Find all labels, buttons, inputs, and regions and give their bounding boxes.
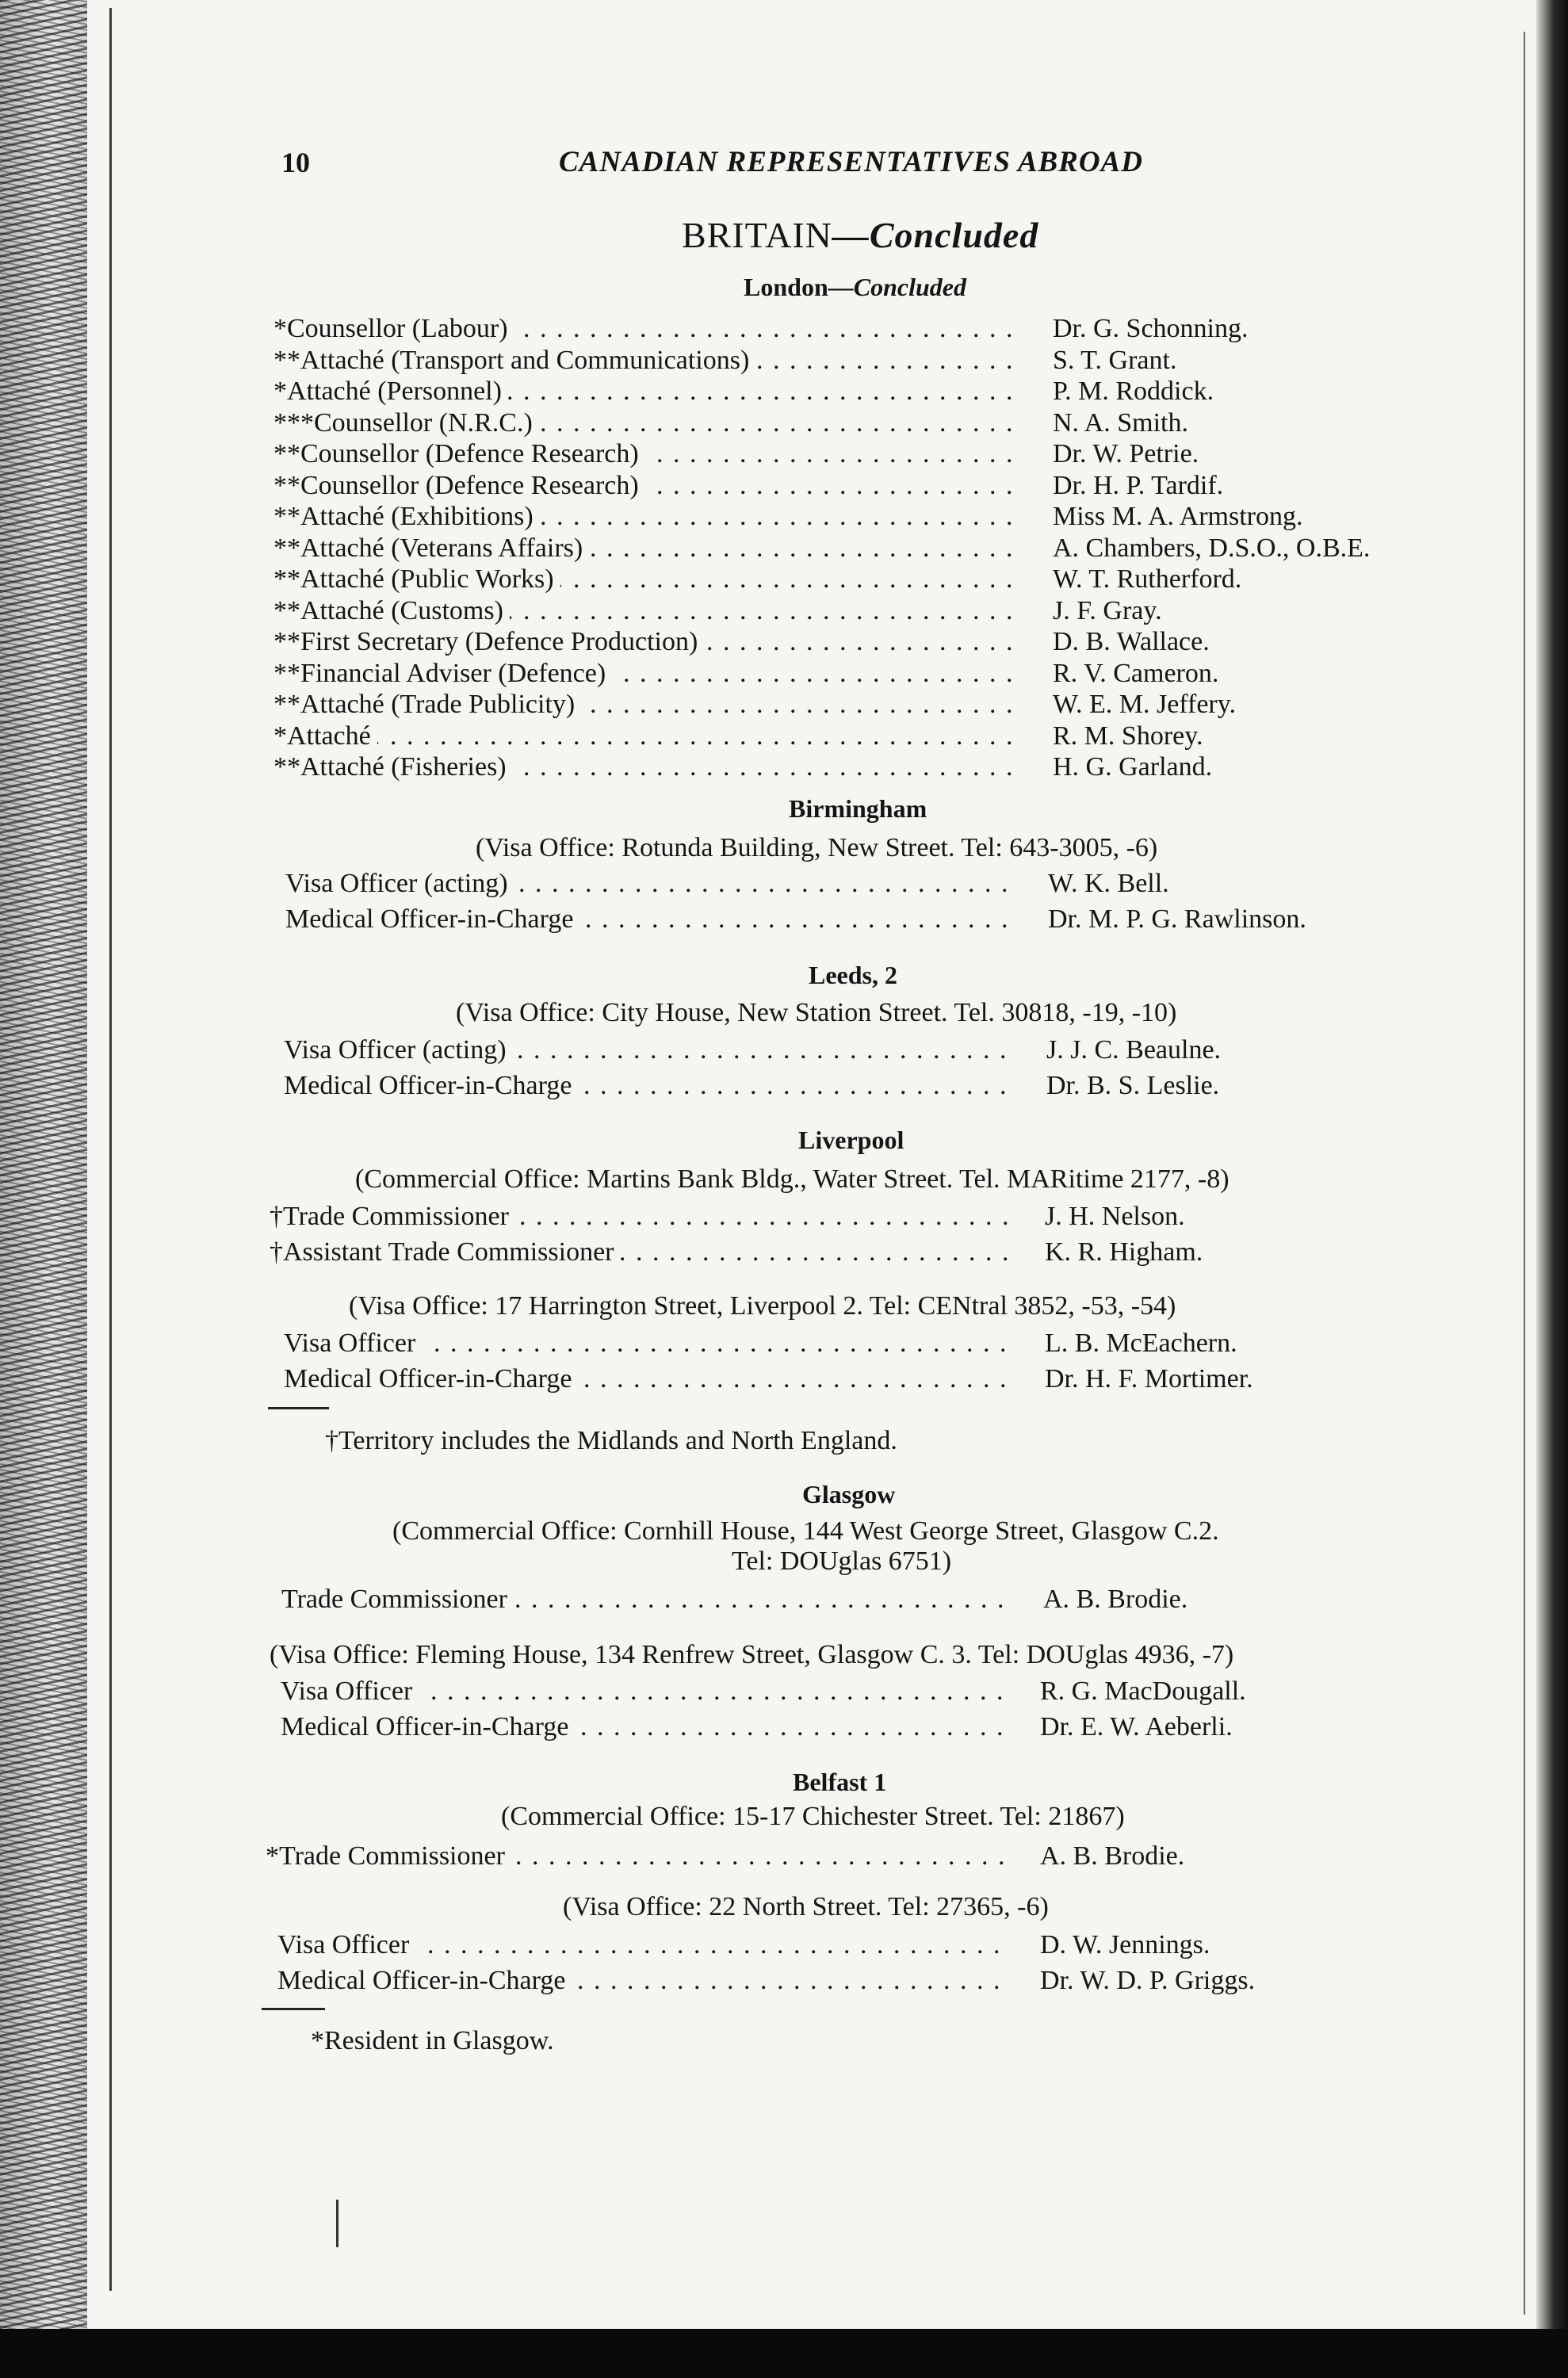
entry-role — [281, 1711, 1013, 1743]
section-heading-glasgow: Glasgow — [802, 1480, 896, 1508]
entry-row — [0, 868, 1568, 900]
entry-role — [273, 658, 1023, 690]
entry-role — [284, 1328, 1015, 1359]
entry-role-label: †Assistant Trade Commissioner — [270, 1237, 620, 1267]
entry-name: A. Chambers, D.S.O., O.B.E. — [1053, 533, 1371, 563]
entry-row — [0, 751, 1568, 783]
entry-role — [284, 1070, 1016, 1102]
entry-row — [0, 595, 1568, 627]
section-heading-liverpool: Liverpool — [798, 1126, 904, 1154]
entry-role — [277, 1965, 1012, 1997]
entry-role — [266, 1841, 1012, 1872]
entry-name: Dr. M. P. G. Rawlinson. — [1048, 904, 1306, 934]
entry-row — [0, 904, 1568, 935]
entry-name: P. M. Roddick. — [1053, 377, 1214, 406]
entry-row — [0, 1965, 1568, 1997]
entry-row — [0, 407, 1568, 439]
entry-name: J. F. Gray. — [1053, 595, 1162, 625]
entry-row — [0, 689, 1568, 721]
entry-role — [273, 533, 1023, 564]
entry-role-label: **Attaché (Veterans Affairs) — [273, 533, 589, 563]
entry-role — [281, 1676, 1013, 1707]
entry-role — [273, 689, 1023, 721]
entry-name: N. A. Smith. — [1053, 407, 1188, 438]
entry-row — [0, 438, 1568, 470]
entry-row — [0, 1237, 1568, 1268]
entry-role — [273, 313, 1023, 345]
entry-name: W. T. Rutherford. — [1053, 564, 1242, 594]
country-title: BRITAIN — [682, 215, 832, 255]
entry-role-label: *Attaché — [273, 721, 377, 751]
running-head: CANADIAN REPRESENTATIVES ABROAD — [559, 146, 1143, 178]
entry-name: A. B. Brodie. — [1043, 1585, 1188, 1614]
entry-role-label: Visa Officer — [284, 1329, 422, 1358]
entry-role-label: **Attaché (Customs) — [273, 596, 510, 625]
entry-name: S. T. Grant. — [1053, 345, 1177, 375]
entry-role — [285, 904, 1016, 935]
entry-role-label: Medical Officer-in-Charge — [281, 1712, 575, 1741]
entry-row — [0, 1070, 1568, 1102]
entry-row — [0, 376, 1568, 407]
entry-role-label: **Attaché (Trade Publicity) — [273, 690, 581, 719]
entry-name: R. V. Cameron. — [1053, 658, 1219, 688]
belfast-footnote: *Resident in Glasgow. — [311, 2026, 554, 2055]
entry-role — [273, 751, 1023, 783]
entry-role-label: **Counsellor (Defence Research) — [273, 471, 645, 500]
entry-role — [273, 626, 1023, 658]
entry-row — [0, 1034, 1568, 1066]
entry-role-label: **Attaché (Fisheries) — [273, 752, 513, 782]
entry-role-label: ***Counsellor (N.R.C.) — [273, 408, 539, 438]
entry-row — [0, 1363, 1568, 1395]
liverpool-commercial-office: (Commercial Office: Martins Bank Bldg., Water Street. Tel. MARitime 2177, -8) — [355, 1164, 1230, 1194]
liverpool-footnote: †Territory includes the Midlands and North England. — [325, 1426, 897, 1455]
entry-role-label: Medical Officer-in-Charge — [284, 1364, 578, 1394]
entry-row — [0, 533, 1568, 564]
entry-row — [0, 1328, 1568, 1359]
footnote-rule-2 — [262, 2008, 325, 2010]
entry-row — [0, 721, 1568, 752]
section-heading-leeds: Leeds, 2 — [809, 961, 897, 989]
entry-role — [273, 564, 1023, 595]
entry-role — [284, 1034, 1016, 1066]
stray-mark — [336, 2200, 338, 2247]
entry-role-label: Visa Officer — [281, 1676, 419, 1706]
entry-row — [0, 313, 1568, 345]
entry-role — [284, 1363, 1015, 1395]
footnote-rule-1 — [268, 1407, 329, 1409]
entry-row — [0, 345, 1568, 377]
entry-name: W. E. M. Jeffery. — [1053, 690, 1237, 719]
entry-role-label: **First Secretary (Defence Production) — [273, 627, 704, 656]
liverpool-visa-office: (Visa Office: 17 Harrington Street, Liverpool 2. Tel: CENtral 3852, -53, -54) — [349, 1291, 1176, 1321]
entry-role — [270, 1237, 1015, 1268]
entry-name: Dr. H. F. Mortimer. — [1045, 1364, 1253, 1394]
entry-role — [273, 501, 1023, 533]
section-heading-birmingham: Birmingham — [789, 794, 927, 823]
entry-name: J. J. C. Beaulne. — [1046, 1035, 1222, 1065]
entry-role-label: *Trade Commissioner — [266, 1841, 511, 1871]
country-suffix: —Concluded — [832, 215, 1039, 255]
entry-role-label: **Counsellor (Defence Research) — [273, 439, 645, 468]
entry-row — [0, 470, 1568, 502]
entry-name: A. B. Brodie. — [1040, 1841, 1185, 1871]
section-heading-belfast: Belfast 1 — [793, 1768, 887, 1796]
entry-role — [273, 345, 1023, 377]
entry-role — [281, 1584, 1015, 1615]
page-number: 10 — [281, 147, 310, 178]
entry-name: H. G. Garland. — [1053, 752, 1213, 782]
entry-role — [273, 595, 1023, 627]
birmingham-office: (Visa Office: Rotunda Building, New Street. Tel: 643-3005, -6) — [476, 833, 1158, 862]
entry-role-label: Medical Officer-in-Charge — [284, 1071, 578, 1100]
entry-name: Dr. B. S. Leslie. — [1046, 1071, 1220, 1100]
entry-role-label: **Financial Adviser (Defence) — [273, 659, 612, 688]
entry-row — [0, 1841, 1568, 1872]
entry-role-label: **Attaché (Public Works) — [273, 564, 560, 594]
entry-name: D. W. Jennings. — [1040, 1930, 1210, 1959]
entry-role — [273, 721, 1023, 752]
entry-role-label: *Counsellor (Labour) — [273, 314, 514, 343]
entry-role — [273, 407, 1023, 439]
entry-role-label: **Attaché (Transport and Communications) — [273, 346, 755, 375]
entry-row — [0, 1929, 1568, 1961]
glasgow-visa-office: (Visa Office: Fleming House, 134 Renfrew Street, Glasgow C. 3. Tel: DOUglas 4936, -7) — [270, 1640, 1234, 1669]
glasgow-commercial-office-line1: (Commercial Office: Cornhill House, 144 West George Street, Glasgow C.2. — [392, 1516, 1219, 1546]
entry-name: R. M. Shorey. — [1053, 721, 1203, 751]
entry-name: Dr. E. W. Aeberli. — [1040, 1712, 1233, 1741]
entry-name: K. R. Higham. — [1045, 1237, 1203, 1267]
entry-role — [273, 438, 1023, 470]
entry-name: J. H. Nelson. — [1045, 1202, 1185, 1231]
section-heading-london: London—Concluded — [744, 273, 966, 301]
entry-name: D. B. Wallace. — [1053, 627, 1210, 656]
entry-role-label: Trade Commissioner — [281, 1585, 514, 1614]
entry-name: Dr. H. P. Tardif. — [1053, 470, 1224, 500]
entry-name: R. G. MacDougall. — [1040, 1676, 1246, 1706]
entry-name: Miss M. A. Armstrong. — [1053, 502, 1303, 531]
entry-row — [0, 564, 1568, 595]
entry-role — [270, 1201, 1015, 1233]
leeds-office: (Visa Office: City House, New Station Street. Tel. 30818, -19, -10) — [456, 998, 1177, 1027]
entry-role — [285, 868, 1016, 900]
entry-role — [273, 470, 1023, 502]
entry-role-label: Medical Officer-in-Charge — [277, 1966, 572, 1995]
entry-role-label: Medical Officer-in-Charge — [285, 904, 579, 934]
entry-name: Dr. W. D. P. Griggs. — [1040, 1966, 1256, 1995]
entry-name: W. K. Bell. — [1048, 869, 1169, 898]
entry-name: L. B. McEachern. — [1045, 1329, 1237, 1358]
entry-row — [0, 1201, 1568, 1233]
entry-role — [277, 1929, 1012, 1961]
entry-row — [0, 1711, 1568, 1743]
entry-name: Dr. W. Petrie. — [1053, 439, 1199, 468]
entry-role-label: **Attaché (Exhibitions) — [273, 502, 540, 531]
belfast-commercial-office: (Commercial Office: 15-17 Chichester Street. Tel: 21867) — [501, 1802, 1125, 1831]
glasgow-commercial-office-line2: Tel: DOUglas 6751) — [732, 1546, 952, 1576]
entry-row — [0, 626, 1568, 658]
entry-row — [0, 658, 1568, 690]
entry-role-label: Visa Officer (acting) — [285, 869, 514, 898]
belfast-visa-office: (Visa Office: 22 North Street. Tel: 27365, -6) — [563, 1892, 1049, 1921]
entry-row — [0, 1584, 1568, 1615]
country-heading — [682, 214, 1038, 257]
entry-name: Dr. G. Schonning. — [1053, 314, 1249, 343]
entry-role-label: Visa Officer — [277, 1930, 415, 1959]
entry-role-label: †Trade Commissioner — [270, 1202, 515, 1231]
entry-role-label: *Attaché (Personnel) — [273, 377, 508, 406]
entry-row — [0, 1676, 1568, 1707]
entry-role-label: Visa Officer (acting) — [284, 1035, 513, 1065]
entry-row — [0, 501, 1568, 533]
entry-role — [273, 376, 1023, 407]
